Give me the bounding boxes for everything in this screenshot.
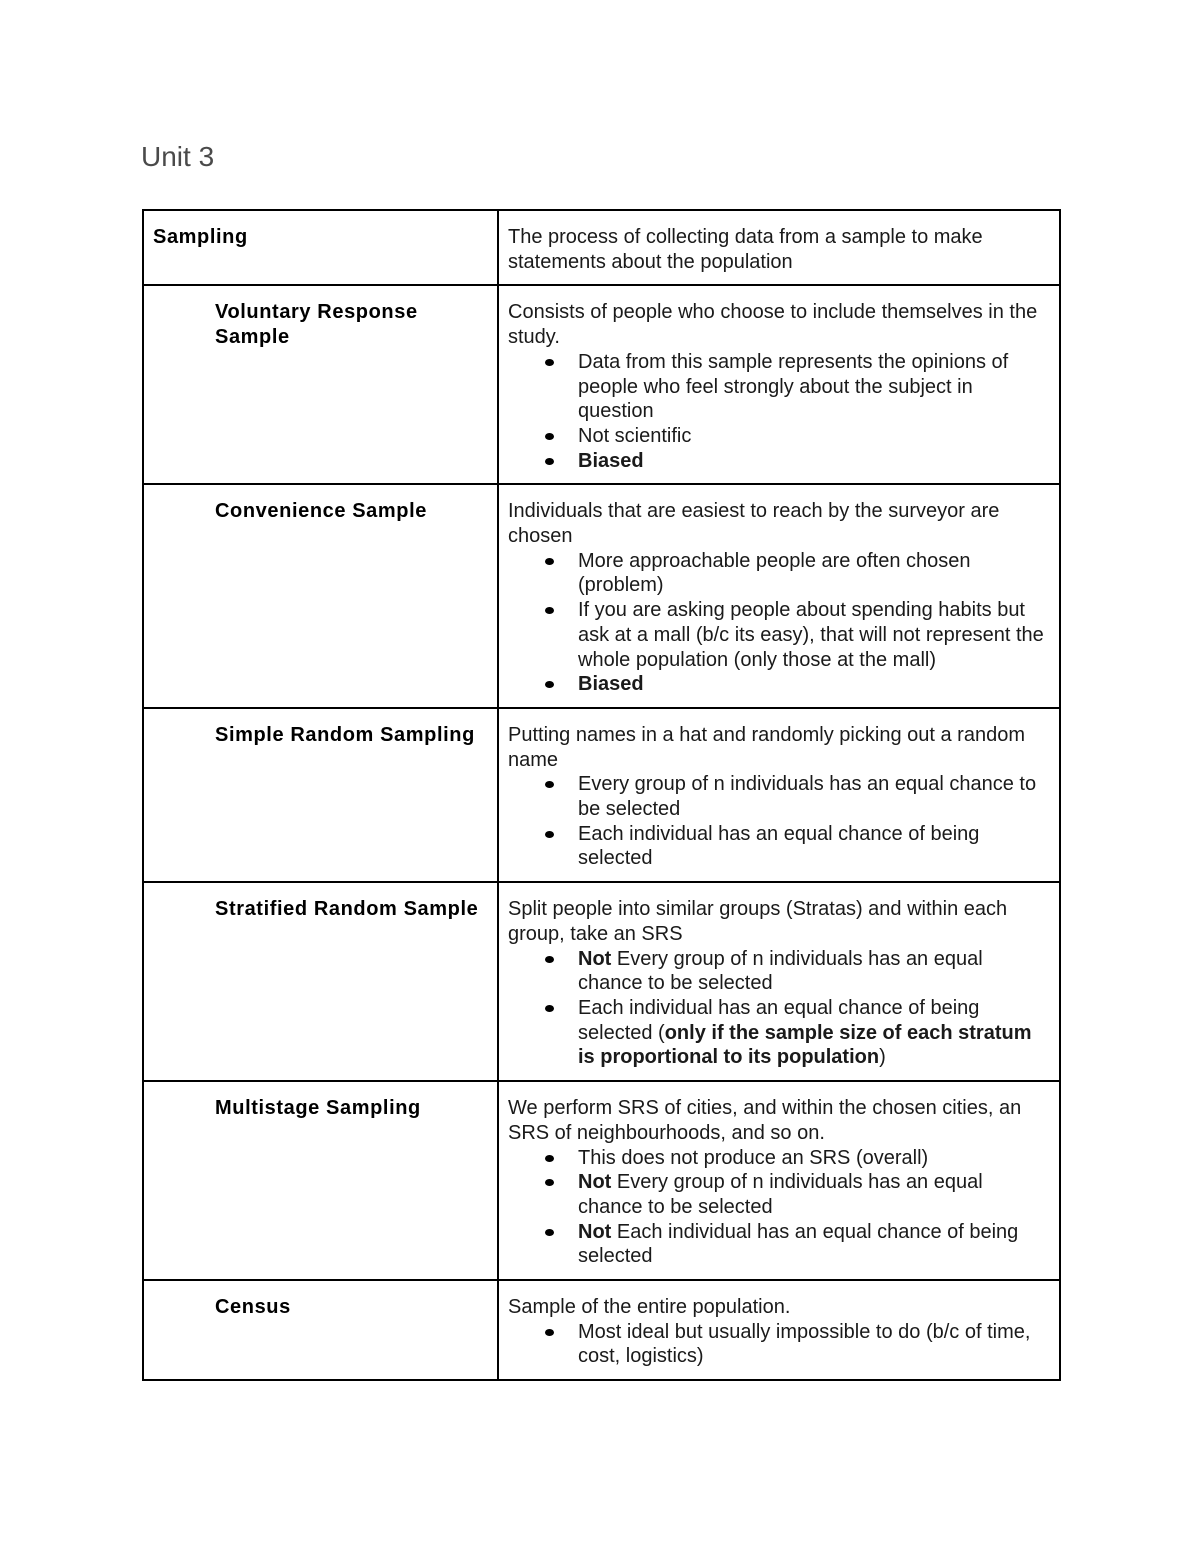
definition-cell [498,1081,1060,1280]
list-item [578,947,1051,996]
list-item-text: Every group of n individuals has an equal chance to be selected [578,1171,983,1218]
bullet-list [508,1320,1051,1369]
definition-cell [498,1280,1060,1380]
term-cell: Simple Random Sampling [143,708,498,882]
definition-cell [498,882,1060,1081]
definition-cell [498,285,1060,484]
term-cell: Census [143,1280,498,1380]
list-item: More approachable people are often chosen (problem) [578,549,1051,598]
definition-text: Individuals that are easiest to reach by the surveyor are chosen [508,500,1000,548]
list-item [578,1170,1051,1219]
definition-cell [498,708,1060,882]
list-item: This does not produce an SRS (overall) [578,1146,1051,1171]
table-row [143,882,1060,1081]
definition-text: Split people into similar groups (Stratas) and within each group, take an SRS [508,898,1008,945]
table-row [143,708,1060,882]
bullet-list [508,947,1051,1071]
list-item: Biased [578,449,1051,474]
list-item [578,996,1051,1070]
emphasis-text: only if the sample size of each stratum is proportional to its population [578,1021,1032,1069]
term-cell: Voluntary Response Sample [143,285,498,484]
list-item: Most ideal but usually impossible to do (b/c of time, cost, logistics) [578,1320,1051,1369]
term-cell: Stratified Random Sample [143,882,498,1081]
definition-cell [498,210,1060,285]
list-item-text: Every group of n individuals has an equal chance to be selected [578,947,983,995]
term-cell: Convenience Sample [143,484,498,708]
list-item: Data from this sample represents the opinions of people who feel strongly about the subject in question [578,350,1051,424]
definition-text: The process of collecting data from a sample to make statements about the population [508,226,983,273]
table-row [143,285,1060,484]
list-item: Not scientific [578,424,1051,449]
table-row [143,484,1060,708]
list-item-text: Each individual has an equal chance of being selected ( [578,996,980,1044]
list-item: Biased [578,672,1051,697]
table-row [143,1081,1060,1280]
list-item [578,1220,1051,1269]
emphasis-text: Not [578,1171,612,1194]
term-cell: Sampling [143,210,498,285]
table-row [143,1280,1060,1380]
term-cell: Multistage Sampling [143,1081,498,1280]
sampling-notes-table [142,209,1061,1381]
list-item-text: ) [879,1046,886,1069]
bullet-list [508,772,1051,871]
table-row [143,210,1060,285]
emphasis-text: Not [578,947,612,970]
definition-text: Putting names in a hat and randomly picking out a random name [508,723,1025,771]
bullet-list [508,1146,1051,1270]
page-title: Unit 3 [141,141,215,172]
definition-cell [498,484,1060,708]
list-item-text: Each individual has an equal chance of being selected [578,1220,1019,1268]
bullet-list [508,350,1051,474]
emphasis-text: Not [578,1220,612,1243]
definition-text: Consists of people who choose to include themselves in the study. [508,301,1038,349]
list-item: Every group of n individuals has an equal chance to be selected [578,772,1051,821]
bullet-list [508,549,1051,697]
definition-text: We perform SRS of cities, and within the chosen cities, an SRS of neighbourhoods, and so on. [508,1097,1022,1144]
list-item: If you are asking people about spending habits but ask at a mall (b/c its easy), that will not represent the whole population (only those at the mall) [578,598,1051,672]
definition-text: Sample of the entire population. [508,1296,791,1319]
list-item: Each individual has an equal chance of being selected [578,822,1051,871]
